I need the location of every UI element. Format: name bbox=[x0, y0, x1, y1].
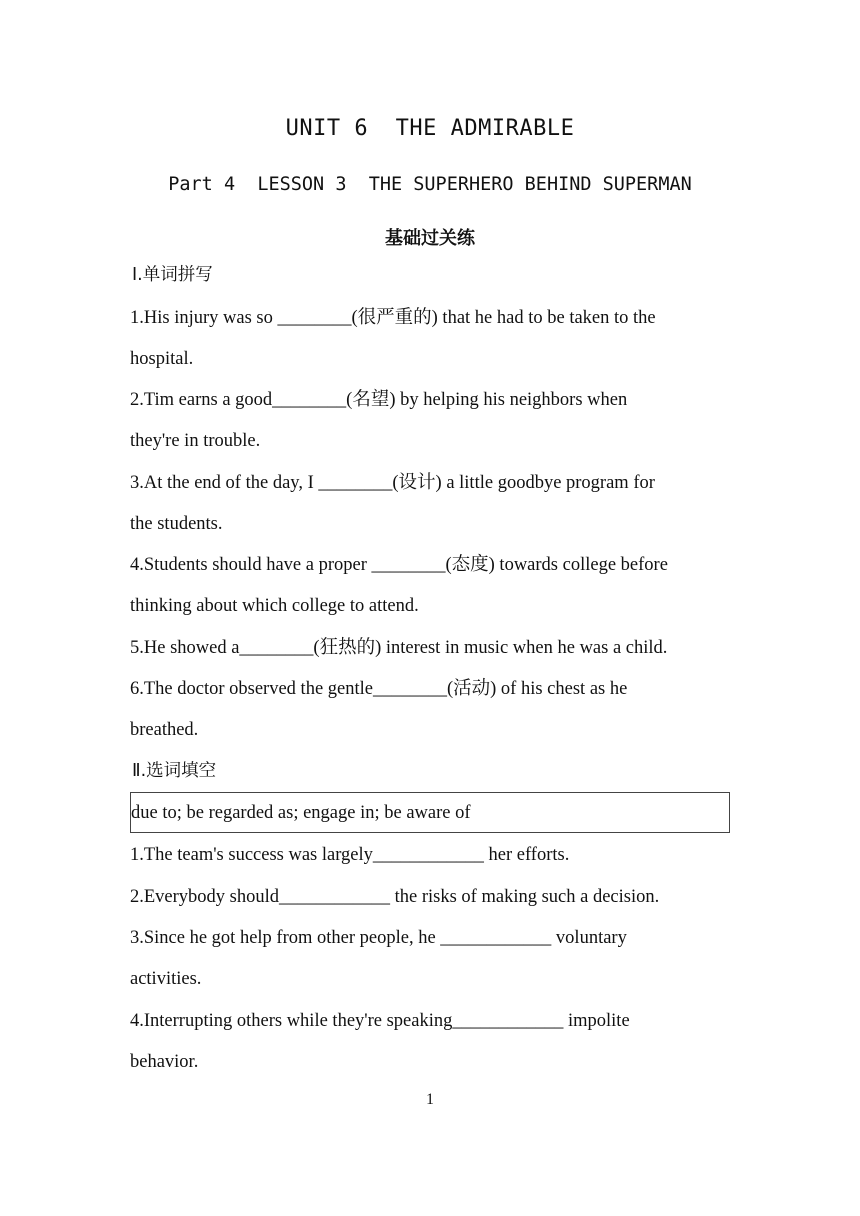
part1-line: the students. bbox=[130, 514, 223, 534]
part2-line: activities. bbox=[130, 969, 202, 989]
part1-line: 3.At the end of the day, I ________(设计) a little goodbye program for bbox=[130, 473, 655, 493]
part1-line: breathed. bbox=[130, 720, 199, 740]
unit-title: UNIT 6 THE ADMIRABLE bbox=[285, 116, 575, 141]
word-box: due to; be regarded as; engage in; be aware of bbox=[130, 792, 730, 833]
part2-line: behavior. bbox=[130, 1052, 199, 1072]
part1-heading: Ⅰ.单词拼写 bbox=[132, 265, 213, 285]
part1-line: 6.The doctor observed the gentle________(活动) of his chest as he bbox=[130, 679, 628, 699]
part2-line: 2.Everybody should____________ the risks of making such a decision. bbox=[130, 887, 660, 907]
part1-line: 1.His injury was so ________(很严重的) that he had to be taken to the bbox=[130, 308, 656, 328]
part1-line: hospital. bbox=[130, 349, 194, 369]
part1-line: 4.Students should have a proper ________(态度) towards college before bbox=[130, 555, 668, 575]
part2-heading: Ⅱ.选词填空 bbox=[132, 761, 217, 781]
part1-line: 2.Tim earns a good________(名望) by helping his neighbors when bbox=[130, 390, 628, 410]
part2-line: 3.Since he got help from other people, he ____________ voluntary bbox=[130, 928, 627, 948]
section-title: 基础过关练 bbox=[385, 228, 475, 249]
part1-line: thinking about which college to attend. bbox=[130, 596, 419, 616]
lesson-title: Part 4 LESSON 3 THE SUPERHERO BEHIND SUPERMAN bbox=[168, 174, 692, 195]
part2-line: 1.The team's success was largely____________ her efforts. bbox=[130, 845, 570, 865]
part1-line: they're in trouble. bbox=[130, 431, 261, 451]
part1-line: 5.He showed a________(狂热的) interest in music when he was a child. bbox=[130, 638, 668, 658]
part2-line: 4.Interrupting others while they're speaking____________ impolite bbox=[130, 1011, 630, 1031]
page-number: 1 bbox=[426, 1091, 434, 1108]
